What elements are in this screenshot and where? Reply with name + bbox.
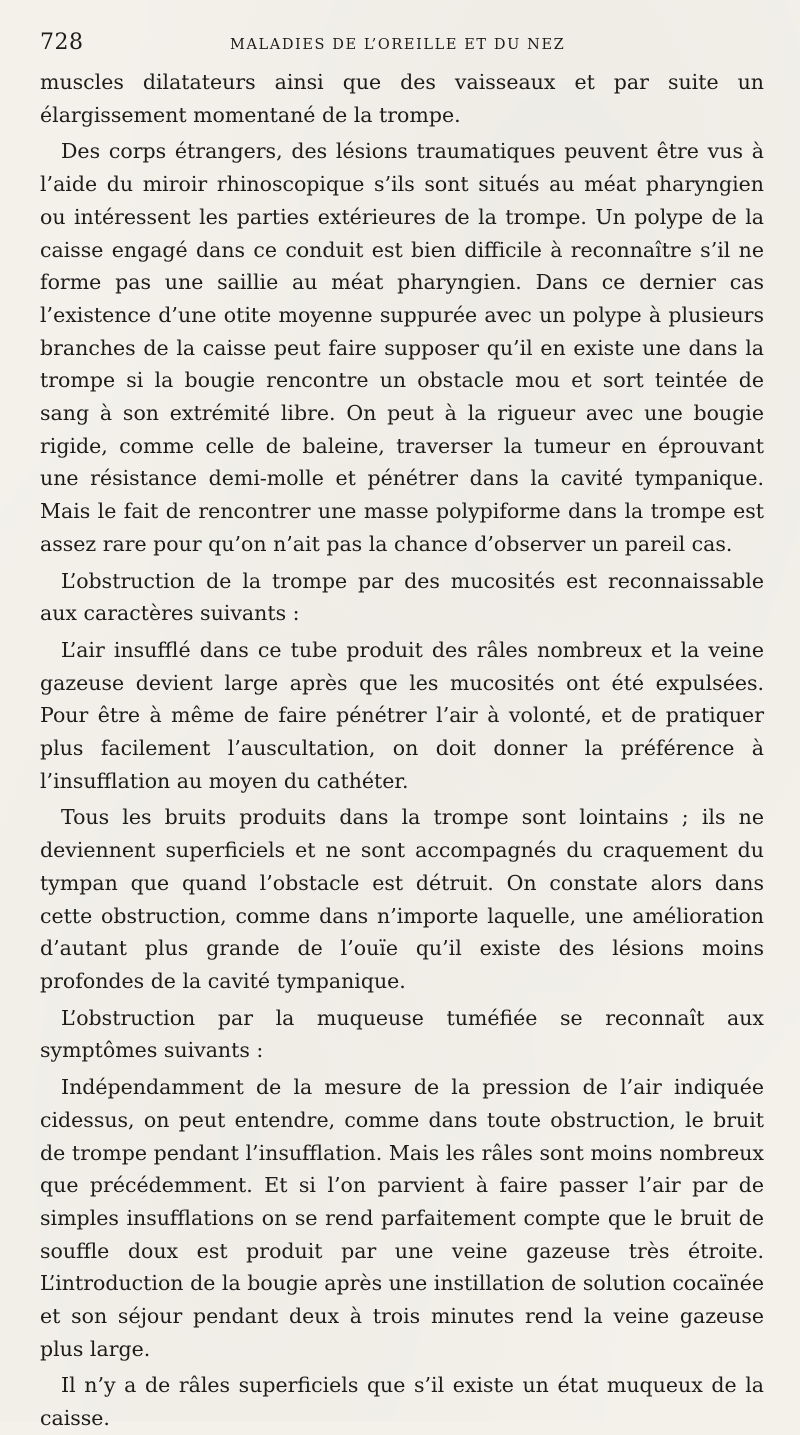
running-head <box>40 30 764 60</box>
page-number: 728 <box>40 30 84 55</box>
paragraph: Tous les bruits produits dans la trompe sont lointains ; ils ne deviennent superficiels et ne sont accompagnés du craquement du tympan que quand l’obstacle est détruit. On constate alors dans cette obstruction, comme dans n’importe laquelle, une amélioration d’autant plus grande de l’ouïe qu’il existe des lésions moins profondes de la cavité tympanique. <box>40 805 764 993</box>
paragraph: muscles dilatateurs ainsi que des vaisseaux et par suite un élargissement momentané de la trompe. <box>40 70 764 127</box>
paragraph: L’obstruction par la muqueuse tuméfiée se reconnaît aux symptômes suivants : <box>40 1005 764 1063</box>
running-title: MALADIES DE L’OREILLE ET DU NEZ <box>230 37 566 53</box>
paragraph: L’obstruction de la trompe par des mucosités est reconnaissable aux caractères suivants : <box>40 568 764 626</box>
paragraph: L’air insufflé dans ce tube produit des râles nombreux et la veine gazeuse devient large après que les mucosités ont été expulsées. Pour être à même de faire pénétrer l’air à volonté, et de pratiquer plus facilement l’auscultation, on doit donner la préférence à l’insufflation au moyen du cathéter. <box>40 637 764 793</box>
paragraph: Il n’y a de râles superficiels que s’il existe un état muqueux de la caisse. <box>40 1373 764 1431</box>
paragraph: Indépendamment de la mesure de la pression de l’air indiquée cidessus, on peut entendre, comme dans toute obstruction, le bruit de trompe pendant l’insufflation. Mais les râles sont moins nombreux que précédemment. Et si l’on parvient à faire passer l’air par de simples insufflations on se rend parfaitement compte que le bruit de souffle doux est produit par une veine gazeuse très étroite. L’introduction de la bougie après une instillation de solution cocaïnée et son séjour pendant deux à trois minutes rend la veine gazeuse plus large. <box>40 1075 764 1361</box>
paragraph: Des corps étrangers, des lésions traumatiques peuvent être vus à l’aide du miroir rhinoscopique s’ils sont situés au méat pharyngien ou intéressent les parties extérieures de la trompe. Un polype de la caisse engagé dans ce conduit est bien difficile à reconnaître s’il ne forme pas une saillie au méat pharyngien. Dans ce dernier cas l’existence d’une otite moyenne suppurée avec un polype à plusieurs branches de la caisse peut faire supposer qu’il en existe une dans la trompe si la bougie rencontre un obstacle mou et sort teintée de sang à son extrémité libre. On peut à la rigueur avec une bougie rigide, comme celle de baleine, traverser la tumeur en éprouvant une résistance demi-molle et pénétrer dans la cavité tympanique. Mais le fait de rencontrer une masse polypiforme dans la trompe est assez rare pour qu’on n’ait pas la chance d’observer un pareil cas. <box>40 139 764 556</box>
body-text <box>40 66 764 1435</box>
